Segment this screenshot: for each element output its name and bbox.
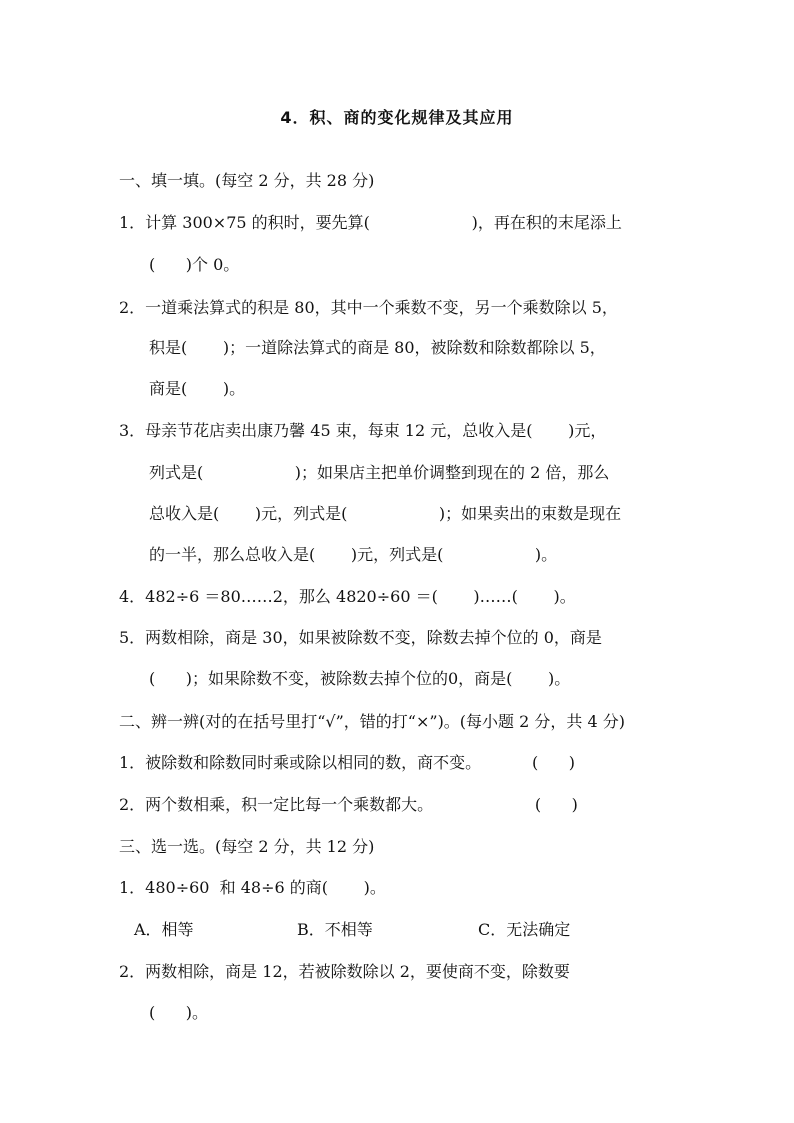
section-2-heading: 二、辨一辨(对的在括号里打“√”，错的打“×”)。(每小题 2 分，共 4 分) [119, 712, 625, 731]
question-1-2-line-3: 商是( )。 [149, 379, 246, 398]
section-1-heading: 一、填一填。(每空 2 分，共 28 分) [119, 171, 375, 190]
question-1-5-line-2: ( )；如果除数不变，被除数去掉个位的0，商是( )。 [149, 669, 571, 688]
question-3-2-line-2: ( )。 [149, 1003, 209, 1022]
question-1-3-line-1: 3．母亲节花店卖出康乃馨 45 束，每束 12 元，总收入是( )元， [119, 421, 607, 440]
question-2-2: 2．两个数相乘，积一定比每一个乘数都大。 ( ) [119, 795, 578, 814]
question-1-2-line-1: 2．一道乘法算式的积是 80，其中一个乘数不变，另一个乘数除以 5， [119, 298, 618, 317]
question-3-1-option-c: C．无法确定 [478, 920, 571, 939]
question-1-3-line-2: 列式是( )；如果店主把单价调整到现在的 2 倍，那么 [149, 463, 610, 482]
question-1-3-line-3: 总收入是( )元，列式是( )；如果卖出的束数是现在 [149, 504, 622, 523]
section-3-heading: 三、选一选。(每空 2 分，共 12 分) [119, 837, 375, 856]
question-1-4: 4．482÷6 ＝80……2，那么 4820÷60 ＝( )……( )。 [119, 587, 576, 606]
question-1-2-line-2: 积是( )；一道除法算式的商是 80，被除数和除数都除以 5， [149, 338, 606, 357]
question-3-2-line-1: 2．两数相除，商是 12，若被除数除以 2，要使商不变，除数要 [119, 962, 570, 981]
question-1-1-line-2: ( )个 0。 [149, 255, 240, 274]
question-3-1-option-a: A．相等 [134, 920, 194, 939]
question-1-5-line-1: 5．两数相除，商是 30，如果被除数不变，除数去掉个位的 0，商是 [119, 628, 602, 647]
question-2-1: 1．被除数和除数同时乘或除以相同的数，商不变。 ( ) [119, 753, 576, 772]
question-1-3-line-4: 的一半，那么总收入是( )元，列式是( )。 [149, 545, 558, 564]
question-3-1-option-b: B．不相等 [297, 920, 373, 939]
question-3-1: 1．480÷60 和 48÷6 的商( )。 [119, 878, 386, 897]
question-1-1-line-1: 1．计算 300×75 的积时，要先算( )，再在积的末尾添上 [119, 213, 622, 232]
page-title: 4．积、商的变化规律及其应用 [280, 108, 514, 127]
